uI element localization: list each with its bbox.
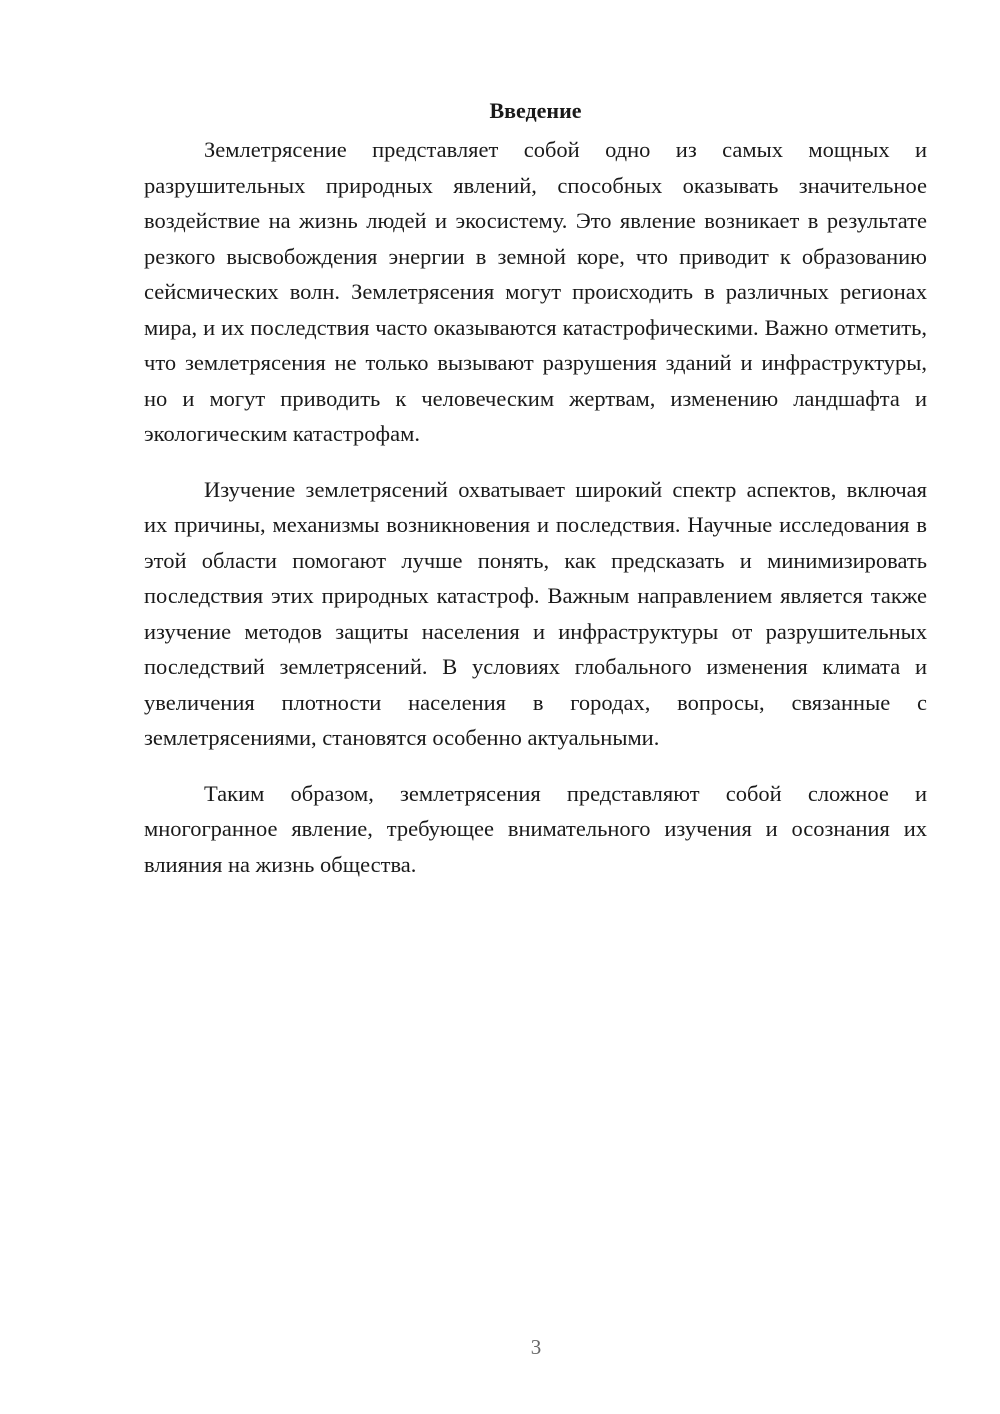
paragraph-3: Таким образом, землетрясения представляют собой сложное и многогранное явление, требующее внимательного изучения и осознания их влияния на жизнь общества.	[144, 780, 927, 877]
page-number: 3	[530, 1335, 542, 1359]
paragraph-1: Землетрясение представляет собой одно из самых мощных и разрушительных природных явлений, способных оказывать значительное воздействие на жизнь людей и экосистему. Это явление возникает в результате резкого высвобождения энергии в земной коре, что приводит к образованию сейсмических волн. Землетрясения могут происходить в различных регионах мира, и их последствия часто оказываются катастрофическими. Важно отметить, что землетрясения не только вызывают разрушения зданий и инфраструктуры, но и могут приводить к человеческим жертвам, изменению ландшафта и экологическим катастрофам.	[144, 137, 927, 446]
paragraph-2: Изучение землетрясений охватывает широкий спектр аспектов, включая их причины, механизмы возникновения и последствия. Научные исследования в этой области помогают лучше понять, как предсказать и минимизировать последствия этих природных катастроф. Важным направлением является также изучение методов защиты населения и инфраструктуры от разрушительных последствий землетрясений. В условиях глобального изменения климата и увеличения плотности населения в городах, вопросы, связанные с землетрясениями, становятся особенно актуальными.	[144, 476, 927, 750]
section-title: Введение	[489, 98, 582, 123]
page-content	[144, 96, 927, 902]
